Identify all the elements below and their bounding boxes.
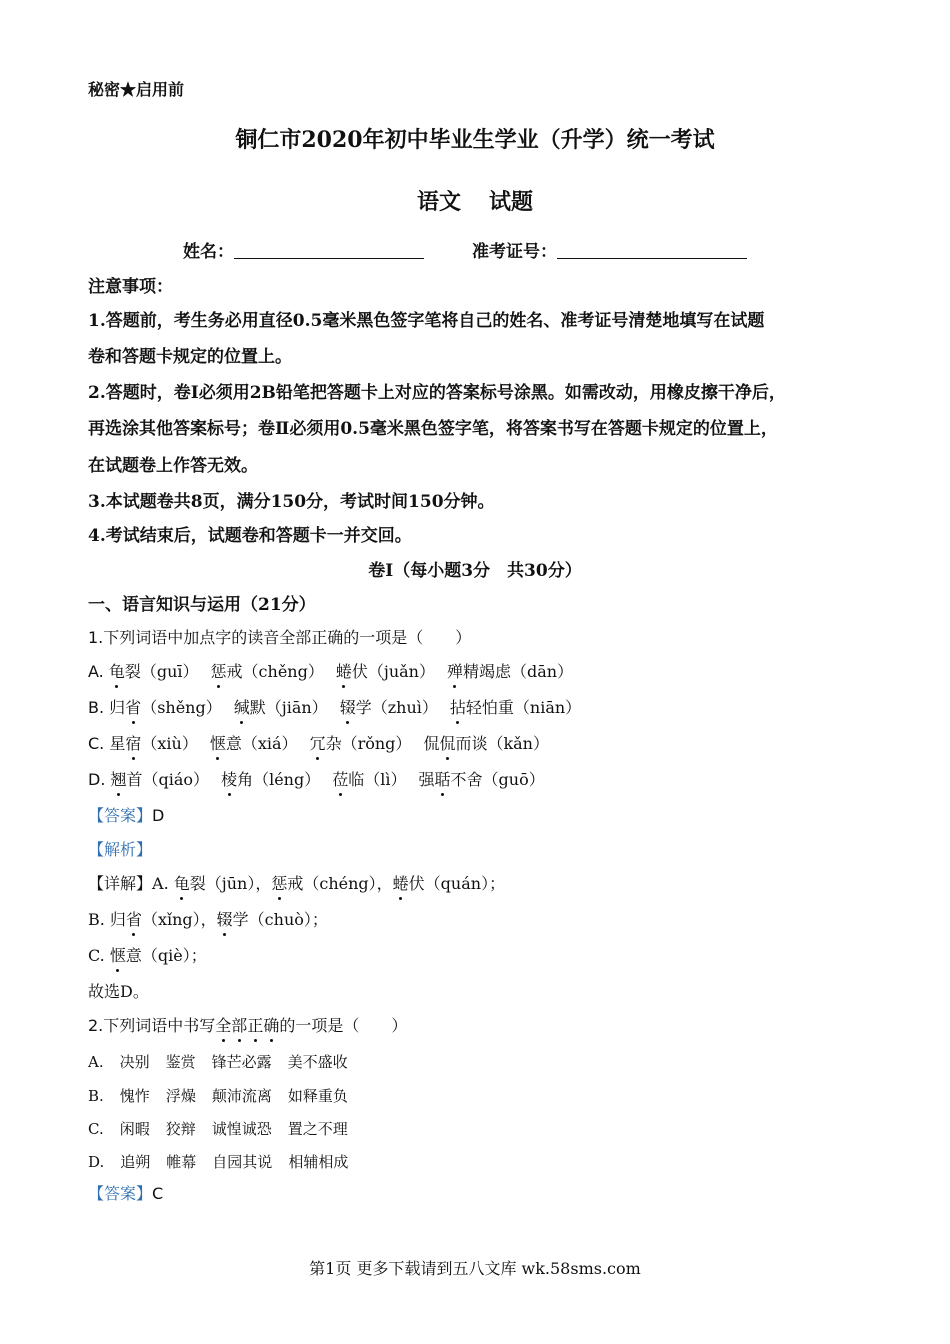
page-footer: 第1页 更多下载请到五八文库 wk.58sms.com	[309, 1259, 641, 1278]
subject-label: 语文	[416, 189, 461, 215]
q1-answer: 【答案】D	[88, 806, 165, 825]
q1-option-b: B. 归省（shěng） 缄默（jiān） 辍学（zhuì） 拈轻怕重（niān）	[88, 698, 582, 717]
notes-heading: 注意事项：	[88, 277, 173, 297]
name-row	[183, 240, 747, 262]
note-3: 3.本试题卷共8页，满分150分，考试时间150分钟。	[88, 492, 495, 512]
q2-answer: 【答案】C	[88, 1184, 164, 1203]
q2-stem: 2.下列词语中书写全部正确的一项是（ ）	[88, 1016, 408, 1035]
note-2b: 再选涂其他答案标号；卷Ⅱ必须用0.5毫米黑色签字笔，将答案书写在答题卡规定的位置上，	[88, 419, 778, 439]
note-2a: 2.答题时，卷Ⅰ必须用2B铅笔把答题卡上对应的答案标号涂黑。如需改动，用橡皮擦干净后，	[88, 383, 786, 403]
id-label: 准考证号：	[472, 242, 557, 262]
secret-label: 秘密★启用前	[88, 80, 185, 99]
q1-option-a: A. 龟裂（guī） 惩戒（chěng） 蜷伏（juǎn） 殚精竭虑（dān）	[88, 662, 574, 681]
subject-suffix: 试题	[489, 189, 534, 215]
volume-heading: 卷Ⅰ（每小题3分 共30分）	[368, 561, 582, 581]
q1-detail-a: 【详解】A. 龟裂（jūn），惩戒（chéng），蜷伏（quán）；	[88, 874, 506, 893]
part1-heading: 一、语言知识与运用（21分）	[88, 595, 316, 615]
q1-conclusion: 故选D。	[88, 982, 149, 1001]
note-4: 4.考试结束后，试题卷和答题卡一并交回。	[88, 526, 412, 546]
q1-option-d: D. 翘首（qiáo） 棱角（léng） 莅临（lì） 强聒不舍（guō）	[88, 770, 545, 789]
name-label: 姓名：	[183, 242, 234, 262]
q1-detail-b: B. 归省（xǐng），辍学（chuò）；	[88, 910, 328, 929]
q2-emphasis: 全部正确	[215, 1016, 280, 1035]
q1-option-c: C. 星宿（xiù） 惬意（xiá） 冗杂（rǒng） 侃侃而谈（kǎn）	[88, 734, 549, 753]
q2-option-c: C. 闲暇 狡辩 诚惶诚恐 置之不理	[88, 1120, 348, 1138]
q1-stem: 1.下列词语中加点字的读音全部正确的一项是（ ）	[88, 628, 472, 647]
id-blank	[557, 240, 747, 259]
q2-option-b: B. 愧怍 浮燥 颠沛流离 如释重负	[88, 1087, 348, 1105]
exam-title: 铜仁市2020年初中毕业生学业（升学）统一考试	[235, 127, 715, 153]
note-1b: 卷和答题卡规定的位置上。	[88, 347, 292, 367]
note-1a: 1.答题前，考生务必用直径0.5毫米黑色签字笔将自己的姓名、准考证号清楚地填写在试题	[88, 311, 765, 331]
q2-option-a: A. 决别 鉴赏 锋芒必露 美不盛收	[88, 1053, 348, 1071]
q1-analysis-tag: 【解析】	[88, 840, 153, 859]
name-blank	[234, 240, 424, 259]
note-2c: 在试题卷上作答无效。	[88, 456, 258, 476]
q2-option-d: D. 追朔 帷幕 自园其说 相辅相成	[88, 1153, 349, 1171]
exam-subtitle	[0, 188, 950, 216]
q1-detail-c: C. 惬意（qiè）；	[88, 946, 207, 965]
